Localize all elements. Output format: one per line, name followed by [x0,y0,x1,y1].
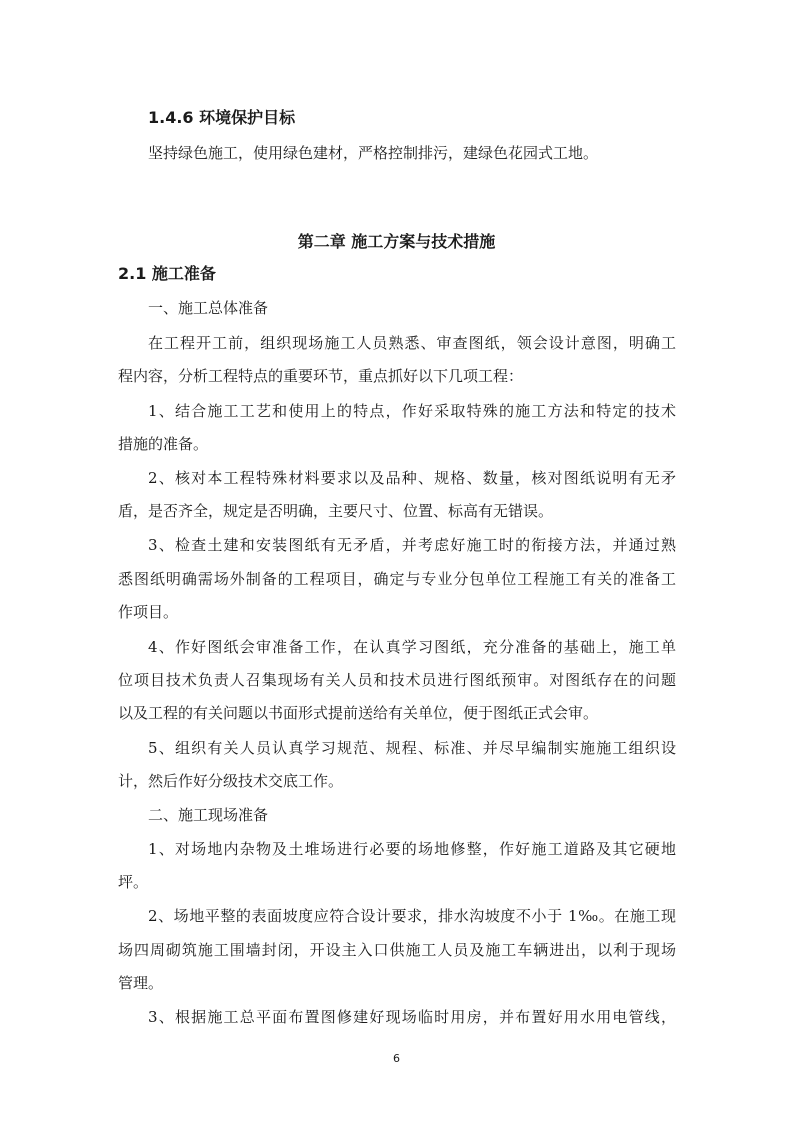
paragraph-intro-line-2: 程内容，分析工程特点的重要环节，重点抓好以下几项工程： [118,367,524,385]
paragraph-intro-line-1: 在工程开工前，组织现场施工人员熟悉、审查图纸，领会设计意图，明确工 [148,334,676,352]
chapter-title: 第二章 施工方案与技术措施 [297,232,496,251]
list-item-4-line-1: 4、作好图纸会审准备工作，在认真学习图纸，充分准备的基础上，施工单 [148,638,676,656]
list-item-1-line-2: 措施的准备。 [118,435,209,453]
section-heading-2-1: 2.1 施工准备 [118,264,216,283]
subsection-title-site-preparation: 二、施工现场准备 [148,806,269,824]
section-heading-1-4-6: 1.4.6 环境保护目标 [148,108,296,127]
list-item-3-line-1: 3、检查土建和安装图纸有无矛盾，并考虑好施工时的衔接方法，并通过熟 [148,536,676,554]
list-item-2-line-1: 2、核对本工程特殊材料要求以及品种、规格、数量，核对图纸说明有无矛 [148,469,676,487]
site-item-1-line-1: 1、对场地内杂物及土堆场进行必要的场地修整，作好施工道路及其它硬地 [148,840,676,858]
list-item-4-line-2: 位项目技术负责人召集现场有关人员和技术员进行图纸预审。对图纸存在的问题 [118,671,676,689]
paragraph-environment-goal: 坚持绿色施工，使用绿色建材，严格控制排污，建绿色花园式工地。 [148,144,599,162]
site-item-2-line-3: 管理。 [118,974,164,992]
list-item-5-line-1: 5、组织有关人员认真学习规范、规程、标准、并尽早编制实施施工组织设 [148,739,676,757]
list-item-4-line-3: 以及工程的有关问题以书面形式提前送给有关单位，便于图纸正式会审。 [118,704,599,722]
site-item-1-line-2: 坪。 [118,873,149,891]
subsection-title-general-preparation: 一、施工总体准备 [148,299,269,317]
list-item-5-line-2: 计，然后作好分级技术交底工作。 [118,772,344,790]
list-item-3-line-2: 悉图纸明确需场外制备的工程项目，确定与专业分包单位工程施工有关的准备工 [118,570,676,588]
list-item-2-line-2: 盾，是否齐全，规定是否明确，主要尺寸、位置、标高有无错误。 [118,502,554,520]
list-item-3-line-3: 作项目。 [118,603,179,621]
site-item-2-line-1: 2、场地平整的表面坡度应符合设计要求，排水沟坡度不小于 1‰。在施工现 [148,907,676,925]
site-item-2-line-2: 场四周砌筑施工围墙封闭，开设主入口供施工人员及施工车辆进出，以利于现场 [118,941,676,959]
list-item-1-line-1: 1、结合施工工艺和使用上的特点，作好采取特殊的施工方法和特定的技术 [148,402,676,420]
site-item-3-line-1: 3、根据施工总平面布置图修建好现场临时用房，并布置好用水用电管线， [148,1008,676,1026]
page-number: 6 [393,1052,400,1065]
